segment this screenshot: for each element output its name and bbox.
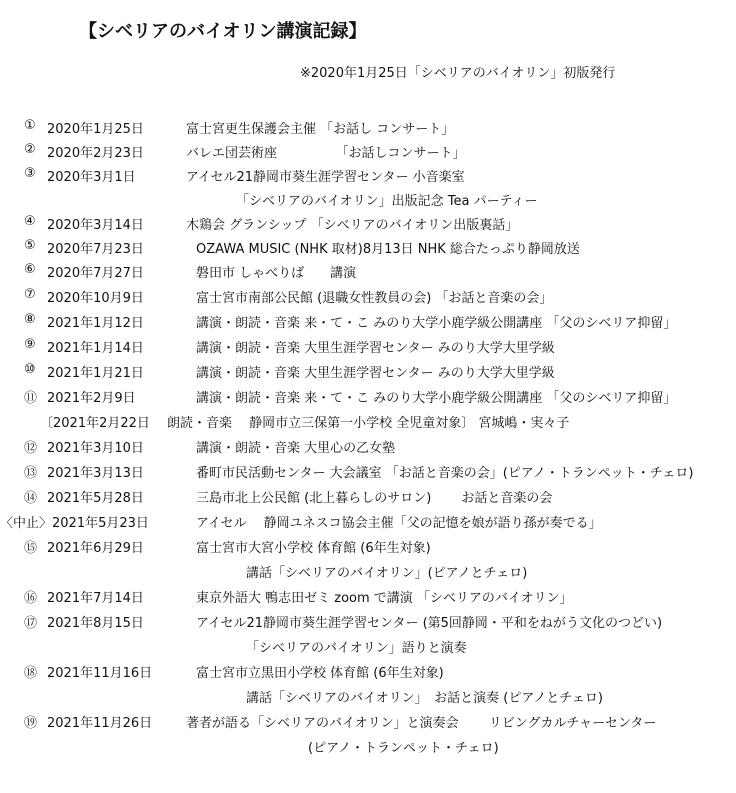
publication-note: ※2020年1月25日「シベリアのバイオリン」初版発行 bbox=[300, 66, 616, 81]
page-title: 【シベリアのバイオリン講演記録】 bbox=[79, 21, 367, 42]
entry-date: 2021年5月28日 bbox=[47, 491, 144, 506]
entry-number: ⑰ bbox=[24, 616, 38, 631]
entry-number: ⑫ bbox=[24, 441, 38, 456]
entry-description: 講演・朗読・音楽 大里生涯学習センター みのり大学大里学級 bbox=[196, 366, 555, 381]
entry-date: 2021年3月13日 bbox=[47, 466, 144, 481]
entry-number: ⑩ bbox=[24, 362, 36, 377]
entry-number: ⑥ bbox=[24, 262, 36, 277]
entry-date: 2020年1月25日 bbox=[47, 122, 144, 137]
entry-date: 2021年7月14日 bbox=[47, 591, 144, 606]
entry-description: 木鶏会 グランシップ 「シベリアのバイオリン出版裏話」 bbox=[186, 218, 519, 233]
entry-date: 2020年3月14日 bbox=[47, 218, 144, 233]
entry-description: 著者が語る「シベリアのバイオリン」と演奏会 リビングカルチャーセンター bbox=[186, 716, 657, 731]
entry-date: 2021年6月29日 bbox=[47, 541, 144, 556]
entry-date: 2021年11月26日 bbox=[47, 716, 153, 731]
entry-description: アイセル21静岡市葵生涯学習センター 小音楽室 bbox=[186, 170, 465, 185]
entry-number: ② bbox=[24, 142, 36, 157]
entry-date: 2021年11月16日 bbox=[47, 666, 153, 681]
entry-date: 2021年3月10日 bbox=[47, 441, 144, 456]
entry-description: 番町市民活動センター 大会議室 「お話と音楽の会」(ピアノ・トランペット・チェロ) bbox=[196, 466, 694, 481]
entry-description: 富士宮市南部公民館 (退職女性教員の会) 「お話と音楽の会」 bbox=[196, 291, 553, 306]
entry-description: 磐田市 しゃべりば 講演 bbox=[196, 266, 357, 281]
entry-number: ⑧ bbox=[24, 312, 36, 327]
entry-description: 富士宮更生保護会主催 「お話し コンサート」 bbox=[186, 122, 455, 137]
entry-date: 2021年2月9日 bbox=[47, 391, 136, 406]
entry-number: ⑮ bbox=[24, 541, 38, 556]
entry-number: ⑱ bbox=[24, 666, 38, 681]
entry-date: 2021年1月21日 bbox=[47, 366, 144, 381]
entry-number: ⑲ bbox=[24, 716, 38, 731]
entry-subline: 講話「シベリアのバイオリン」(ピアノとチェロ) bbox=[246, 566, 528, 581]
entry-date: 2021年1月14日 bbox=[47, 341, 144, 356]
entry-date: 2020年10月9日 bbox=[47, 291, 144, 306]
entry-date: 2020年7月23日 bbox=[47, 242, 144, 257]
entry-description: 講演・朗読・音楽 大里生涯学習センター みのり大学大里学級 bbox=[196, 341, 555, 356]
entry-date: 2020年3月1日 bbox=[47, 170, 136, 185]
entry-number: ⑦ bbox=[24, 287, 36, 302]
entry-number: ③ bbox=[24, 166, 36, 181]
entry-description: アイセル 静岡ユネスコ協会主催「父の記憶を娘が語り孫が奏でる」 bbox=[196, 516, 602, 531]
entry-number: ⑬ bbox=[24, 466, 38, 481]
entry-number: ④ bbox=[24, 214, 36, 229]
entry-number: ① bbox=[24, 118, 36, 133]
entry-description: OZAWA MUSIC (NHK 取材)8月13日 NHK 総合たっぷり静岡放送 bbox=[196, 242, 580, 257]
entry-description: 富士宮市大宮小学校 体育館 (6年生対象) bbox=[196, 541, 431, 556]
entry-date: 2021年8月15日 bbox=[47, 616, 144, 631]
entry-description: 講演・朗読・音楽 大里心の乙女塾 bbox=[196, 441, 396, 456]
entry-date: 2020年2月23日 bbox=[47, 146, 144, 161]
entry-description: 三島市北上公民館 (北上暮らしのサロン) お話と音楽の会 bbox=[196, 491, 553, 506]
entry-subline: 講話「シベリアのバイオリン」 お話と演奏 (ピアノとチェロ) bbox=[246, 691, 603, 706]
entry-number: ⑤ bbox=[24, 238, 36, 253]
entry-subline: (ピアノ・トランペット・チェロ) bbox=[308, 741, 499, 756]
entry-subline: 「シベリアのバイオリン」語りと演奏 bbox=[246, 641, 467, 656]
entry-number: ⑪ bbox=[24, 391, 38, 406]
entry-description: 講演・朗読・音楽 来・て・こ みのり大学小鹿学級公開講座 「父のシベリア抑留」 bbox=[196, 391, 677, 406]
entry-subline: 「シベリアのバイオリン」出版記念 Tea パーティー bbox=[236, 194, 538, 209]
entry-date: 2021年1月12日 bbox=[47, 316, 144, 331]
entry-full-text: 〔2021年2月22日 朗読・音楽 静岡市立三保第一小学校 全児童対象〕 宮城嶋・実々子 bbox=[40, 416, 570, 431]
entry-description: バレエ団芸術座 「お話しコンサート」 bbox=[186, 146, 466, 161]
entry-number: ⑯ bbox=[24, 591, 38, 606]
entry-number: ⑭ bbox=[24, 491, 38, 506]
entry-number: ⑨ bbox=[24, 337, 36, 352]
entry-description: 東京外語大 鴨志田ゼミ zoom で講演 「シベリアのバイオリン」 bbox=[196, 591, 573, 606]
entry-date: 2020年7月27日 bbox=[47, 266, 144, 281]
entry-description: アイセル21静岡市葵生涯学習センター (第5回静岡・平和をねがう文化のつどい) bbox=[196, 616, 663, 631]
entry-description: 富士宮市立黒田小学校 体育館 (6年生対象) bbox=[196, 666, 444, 681]
entry-date: 〈中止〉2021年5月23日 bbox=[0, 516, 149, 531]
entry-description: 講演・朗読・音楽 来・て・こ みのり大学小鹿学級公開講座 「父のシベリア抑留」 bbox=[196, 316, 677, 331]
